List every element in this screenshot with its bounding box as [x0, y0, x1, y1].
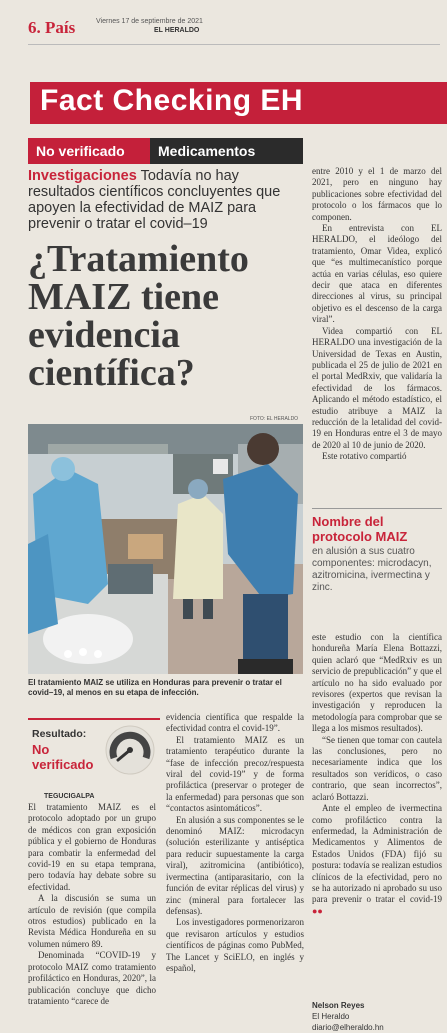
sidebar-title: Nombre del protocolo MAIZ [312, 514, 408, 544]
end-mark: ●● [312, 905, 323, 916]
topic-tag-label: Medicamentos [158, 143, 256, 159]
section-name: País [45, 18, 76, 37]
photo-credit: FOTO: EL HERALDO [250, 416, 299, 422]
author-outlet: El Heraldo [312, 1012, 350, 1021]
news-photo [28, 424, 303, 674]
paragraph: El tratamiento MAIZ es el protocolo adoptado por un grupo de médicos con gran exposición pública y el gobierno de Honduras para combatir la enfermedad del covid-19 en su etapa temprana, pero todavía hay debate sobre su efectividad. [28, 802, 156, 892]
paragraph: En alusión a sus componentes se le denominó MAIZ: microdacyn (solución esterilizante y antiséptica para reducir supuestamente la carga viral), azitromicina (antibiótico), ivermectina (antiparasitario, con la función de evitar réplicas del virus) y zinc (mineral para fortalecer las defensas). [166, 814, 304, 916]
paragraph: este estudio con la científica hondureña María Elena Bottazzi, quien aclaró que “MedRxiv es un servicio de prepublicación” y que el artículo no ha sido evaluado por revisores (expertos que revisan la investigación y reproducen la metodología para comprobar que se llega a los mismos resultados). [312, 632, 442, 734]
paragraph: evidencia científica que respalde la efectividad contra el covid-19”. [166, 712, 304, 734]
banner-title: Fact Checking EH [40, 84, 304, 117]
photo-caption: El tratamiento MAIZ se utiliza en Honduras para prevenir o tratar el covid–19, al menos en su etapa de infección. [28, 678, 282, 697]
author-name: Nelson Reyes [312, 1001, 365, 1010]
intro-lead: Investigaciones [28, 168, 137, 184]
paragraph: Este rotativo compartió [322, 451, 407, 462]
paragraph: “Se tienen que tomar con cautela las conclusiones, pero no necesariamente indica que los resultados son verídicos, o caso contrario, que sean incorrectos”, aclaró Bottazzi. [312, 734, 442, 802]
intro-body: Todavía no hay resultados científicos concluyentes que apoyen la efectividad de MAIZ para prevenir o tratar el covid–19 [28, 168, 281, 232]
intro-text [28, 168, 300, 232]
gauge-icon [104, 724, 156, 776]
paper-name: EL HERALDO [154, 27, 200, 34]
paragraph: En entrevista con EL HERALDO, el ideólogo del tratamiento, Omar Videa, explicó que “es multimecanístico porque actúa en varias células, eso quiere decir que ataca en diferentes direcciones al virus, su principal objetivo es el descenso de la carga viral”. [312, 223, 442, 325]
article-column-3-top [312, 166, 442, 463]
result-value-line1: No [32, 742, 50, 757]
paragraph [312, 803, 442, 917]
paragraph: Los investigadores pormenorizaron que revisaron artículos y estudios científicos de páginas como PubMed, The Lancet y SciELO, en inglés y español, [166, 917, 304, 973]
page-number: 6. [28, 18, 41, 37]
paragraph: El tratamiento MAIZ es un tratamiento terapéutico durante la “fase de infección precoz/respuesta viral del covid-19” y de forma profiláctica (preservar o proteger de la enfermedad) para personas que son “contactos asintomáticos”. [166, 734, 304, 814]
status-tag-label: No verificado [36, 143, 125, 159]
paragraph: Videa compartió con EL HERALDO una investigación de la Universidad de Texas en Austin, publicada el 25 de julio de 2021 en el portal MedRxiv, que validaría la efectividad de los fármacos. Aplicando el método estadístico, el estudio atribuye a MAIZ la reducción de la letalidad del covid-19 en Honduras entre el 3 de mayo de 2020 al 10 de junio de 2020. [312, 325, 442, 450]
article-column-3-bottom [312, 632, 442, 917]
author-block [312, 1000, 384, 1033]
paragraph: Denominada “COVID-19 y protocolo MAIZ como tratamiento profiláctico en Honduras, 2020”, la publicación concluye que dicho tratamiento “carece de [28, 950, 156, 1006]
paragraph: A la discusión se suma un artículo de revisión (que compila otros estudios) publicado en la Revista Médica Hondureña en su volumen número 89. [28, 893, 156, 949]
dateline: TEGUCIGALPA [44, 793, 95, 800]
sidebar-rule [312, 508, 442, 509]
paragraph: entre 2010 y el 1 de marzo del 2021, pero en ninguno hay publicaciones sobre efectividad del protocolo o los fármacos que lo componen. [312, 166, 442, 222]
headline: ¿Tratamiento MAIZ tiene evidencia científica? [28, 238, 249, 394]
issue-date: Viernes 17 de septiembre de 2021 [96, 18, 203, 25]
article-column-2 [166, 712, 304, 974]
header-rule [28, 44, 440, 45]
result-label: Resultado: [32, 728, 87, 740]
result-rule [28, 718, 160, 720]
article-column-1 [28, 802, 156, 1007]
author-email: diario@elheraldo.hn [312, 1023, 384, 1032]
result-value-line2: verificado [32, 757, 94, 772]
paragraph-text: Ante el empleo de ivermectina como profiláctico contra la enfermedad, la Administración de Medicamentos y Alimentos de Estados Unidos (FDA) fijó su postura: todavía se realizan estudios clínicos de la efectividad, pero no se ha autorizado ni aprobado su uso para prevenir o tratar el covid-19 [312, 803, 442, 905]
result-value [32, 742, 93, 772]
sidebar-text: en alusión a sus cuatro componentes: microdacyn, azitromicina, ivermectina y zinc. [312, 546, 432, 593]
